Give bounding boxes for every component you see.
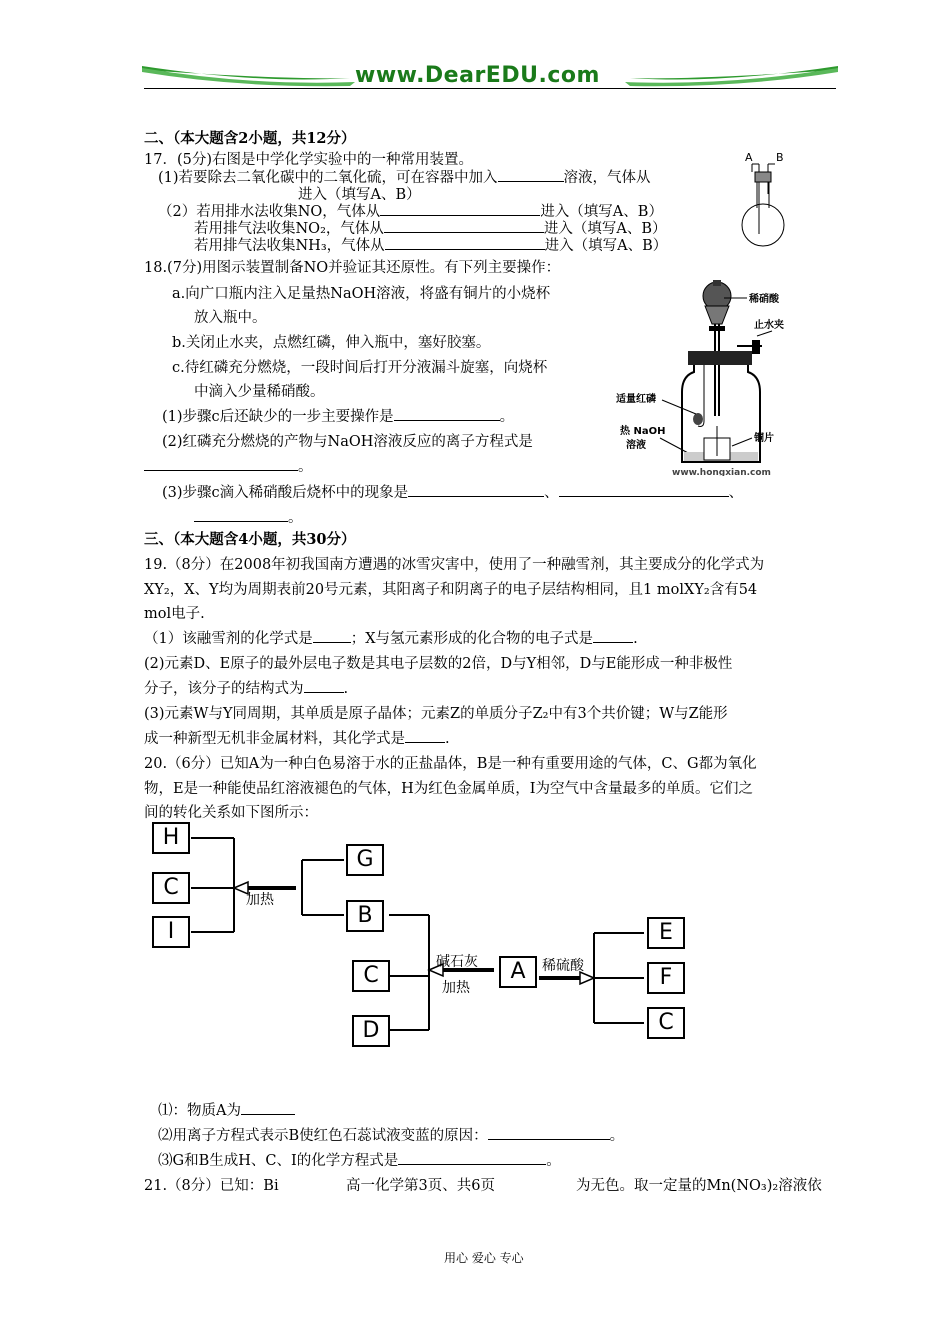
q21-continuation: 为无色。取一定量的Mn(NO₃)₂溶液依 [576, 1178, 822, 1194]
q19-blank-4[interactable] [405, 729, 445, 743]
node-g: G [346, 844, 384, 876]
q17-blank-1[interactable] [498, 168, 564, 182]
q18-blank-2b[interactable] [244, 457, 298, 471]
q20-blank-1[interactable] [241, 1101, 295, 1115]
no-apparatus-figure [612, 276, 792, 476]
q17-part1-c: 进入（填写A、B） [298, 187, 421, 203]
footer-motto: 用心 爱心 专心 [444, 1251, 524, 1265]
q20-part1 [158, 1099, 295, 1120]
q19-line-2: XY₂，X、Y均为周期表前20号元素，其阳离子和阴离子的电子层结构相同，且1 molXY₂含有54 [144, 582, 758, 598]
flask-label-a: A [745, 151, 753, 164]
q20-part3-text: ⑶G和B生成H、C、I的化学方程式是 [158, 1153, 399, 1169]
q18-part2-answer: 。 [144, 455, 313, 476]
q17-part2-tail: 进入（填写A、B） [540, 204, 663, 220]
q18-step-a-2: 放入瓶中。 [194, 310, 267, 326]
arrow-label-soda-lime: 碱石灰 [436, 954, 478, 970]
q18-part2: (2)红磷充分燃烧的产物与NaOH溶液反应的离子方程式是 [162, 434, 533, 450]
q18-blank-2a[interactable] [144, 457, 244, 471]
q18-step-b: b.关闭止水夹，点燃红磷，伸入瓶中，塞好胶塞。 [172, 335, 491, 351]
q18-part1-text: (1)步骤c后还缺少的一步主要操作是 [162, 409, 394, 425]
q18-part3: (3)步骤c滴入稀硝酸后烧杯中的现象是 、 、 [162, 485, 744, 501]
node-f: F [647, 962, 685, 994]
site-logo-text[interactable]: www.DearEDU.com [355, 63, 600, 88]
q19-part2-b: 分子，该分子的结构式为 . [144, 681, 349, 697]
node-b: B [346, 900, 384, 932]
q20-blank-2[interactable] [488, 1126, 610, 1140]
q18-step-a-1: a.向广口瓶内注入足量热NaOH溶液，将盛有铜片的小烧杯 [172, 286, 551, 302]
q20-line-2: 物，E是一种能使品红溶液褪色的气体，H为红色金属单质，I为空气中含量最多的单质。它们之 [144, 781, 753, 797]
q19-part2-b-text: 分子，该分子的结构式为 [144, 681, 304, 697]
q18-part1: (1)步骤c后还缺少的一步主要操作是 。 [162, 409, 515, 425]
page-number: 高一化学第3页、共6页 [346, 1178, 495, 1194]
q19-part3-b: 成一种新型无机非金属材料，其化学式是 . [144, 731, 450, 747]
q17-part2-text: （2）若用排水法收集NO，气体从 [158, 204, 381, 220]
label-dilute-nitric-acid: 稀硝酸 [749, 294, 779, 305]
section-3-title: 三、（本大题含4小题，共30分） [144, 531, 356, 548]
q20-part1-text: ⑴：物质A为 [158, 1103, 241, 1119]
node-h: H [152, 822, 190, 854]
q21-start: 21.（8分）已知：Bi [144, 1178, 279, 1194]
header-rule [144, 88, 836, 89]
q17-blank-3[interactable] [384, 219, 544, 233]
q19-line-1: 19.（8分）在2008年初我国南方遭遇的冰雪灾害中，使用了一种融雪剂，其主要成分的化学式为 [144, 557, 765, 573]
arrow-label-heat-1: 加热 [246, 892, 274, 908]
q20-line-3: 间的转化关系如下图所示： [144, 805, 318, 821]
q18-blank-3b[interactable] [559, 483, 729, 497]
label-copper: 铜片 [754, 433, 774, 444]
q17-blank-4[interactable] [385, 236, 545, 250]
q20-part3: ⑶G和B生成H、C、I的化学方程式是 。 [158, 1153, 561, 1169]
node-a: A [499, 956, 537, 988]
q17-stem: 17．(5分)右图是中学化学实验中的一种常用装置。 [144, 152, 473, 168]
q18-blank-3a[interactable] [408, 483, 544, 497]
q17-part4-text: 若用排气法收集NH₃，气体从 [194, 238, 385, 254]
label-hot-naoh: 热 NaOH [620, 426, 666, 437]
flask-label-b: B [776, 151, 784, 164]
q19-part3-b-text: 成一种新型无机非金属材料，其化学式是 [144, 731, 405, 747]
q19-line-3: mol电子. [144, 606, 205, 622]
q18-step-c-1: c.待红磷充分燃烧，一段时间后打开分液漏斗旋塞，向烧杯 [172, 360, 548, 376]
q19-part3-a: (3)元素W与Y同周期，其单质是原子晶体；元素Z的单质分子Z₂中有3个共价键；W与Z能形 [144, 706, 728, 722]
figure-watermark: www.hongxian.com [672, 468, 771, 476]
node-i: I [152, 916, 190, 948]
q20-part2-text: ⑵用离子方程式表示B使红色石蕊试液变蓝的原因： [158, 1128, 488, 1144]
q19-blank-1[interactable] [313, 629, 351, 643]
arrow-label-dilute-sulfuric: 稀硫酸 [542, 958, 584, 974]
arrow-label-heat-2: 加热 [442, 980, 470, 996]
label-solution: 溶液 [626, 440, 646, 451]
q17-part4-tail: 进入（填写A、B） [544, 238, 668, 254]
q20-part2: ⑵用离子方程式表示B使红色石蕊试液变蓝的原因： 。 [158, 1128, 625, 1144]
q17-part1-a: (1)若要除去二氧化碳中的二氧化硫，可在容器中加入 [158, 170, 498, 186]
q18-blank-1[interactable] [394, 407, 500, 421]
label-water-clamp: 止水夹 [754, 320, 784, 331]
label-red-phosphorus: 适量红磷 [616, 394, 656, 405]
q17-blank-2[interactable] [380, 202, 540, 216]
q19-part1: （1）该融雪剂的化学式是 ；X与氢元素形成的化合物的电子式是 . [144, 631, 638, 647]
node-c-right: C [647, 1007, 685, 1039]
node-c-mid: C [352, 960, 390, 992]
q18-step-c-2: 中滴入少量稀硝酸。 [194, 384, 325, 400]
q19-part1-b: ；X与氢元素形成的化合物的电子式是 [350, 631, 594, 647]
q17-part3-text: 若用排气法收集NO₂，气体从 [194, 221, 384, 237]
q19-part1-a: （1）该融雪剂的化学式是 [144, 631, 313, 647]
q18-blank-3c[interactable] [194, 508, 288, 522]
section-2-title: 二、（本大题含2小题，共12分） [144, 130, 356, 147]
node-e: E [647, 917, 685, 949]
q20-flow-lines [144, 818, 704, 1058]
q19-blank-2[interactable] [593, 629, 633, 643]
q18-stem: 18.(7分)用图示装置制备NO并验证其还原性。有下列主要操作： [144, 260, 561, 276]
q18-part3-answer: 。 [194, 506, 303, 527]
flask-apparatus-figure [735, 146, 795, 251]
node-c-left: C [152, 872, 190, 904]
q20-line-1: 20.（6分）已知A为一种白色易溶于水的正盐晶体，B是一种有重要用途的气体，C、G都为氧化 [144, 756, 757, 772]
q20-blank-3[interactable] [398, 1151, 546, 1165]
q17-part4 [194, 234, 667, 255]
q18-part3-text: (3)步骤c滴入稀硝酸后烧杯中的现象是 [162, 485, 409, 501]
node-d: D [352, 1015, 390, 1047]
q19-part2-a: (2)元素D、E原子的最外层电子数是其电子层数的2倍，D与Y相邻，D与E能形成一种非极性 [144, 656, 733, 672]
q19-blank-3[interactable] [304, 679, 344, 693]
q17-part3-tail: 进入（填写A、B） [543, 221, 667, 237]
q17-part1-b: 溶液，气体从 [563, 170, 651, 186]
